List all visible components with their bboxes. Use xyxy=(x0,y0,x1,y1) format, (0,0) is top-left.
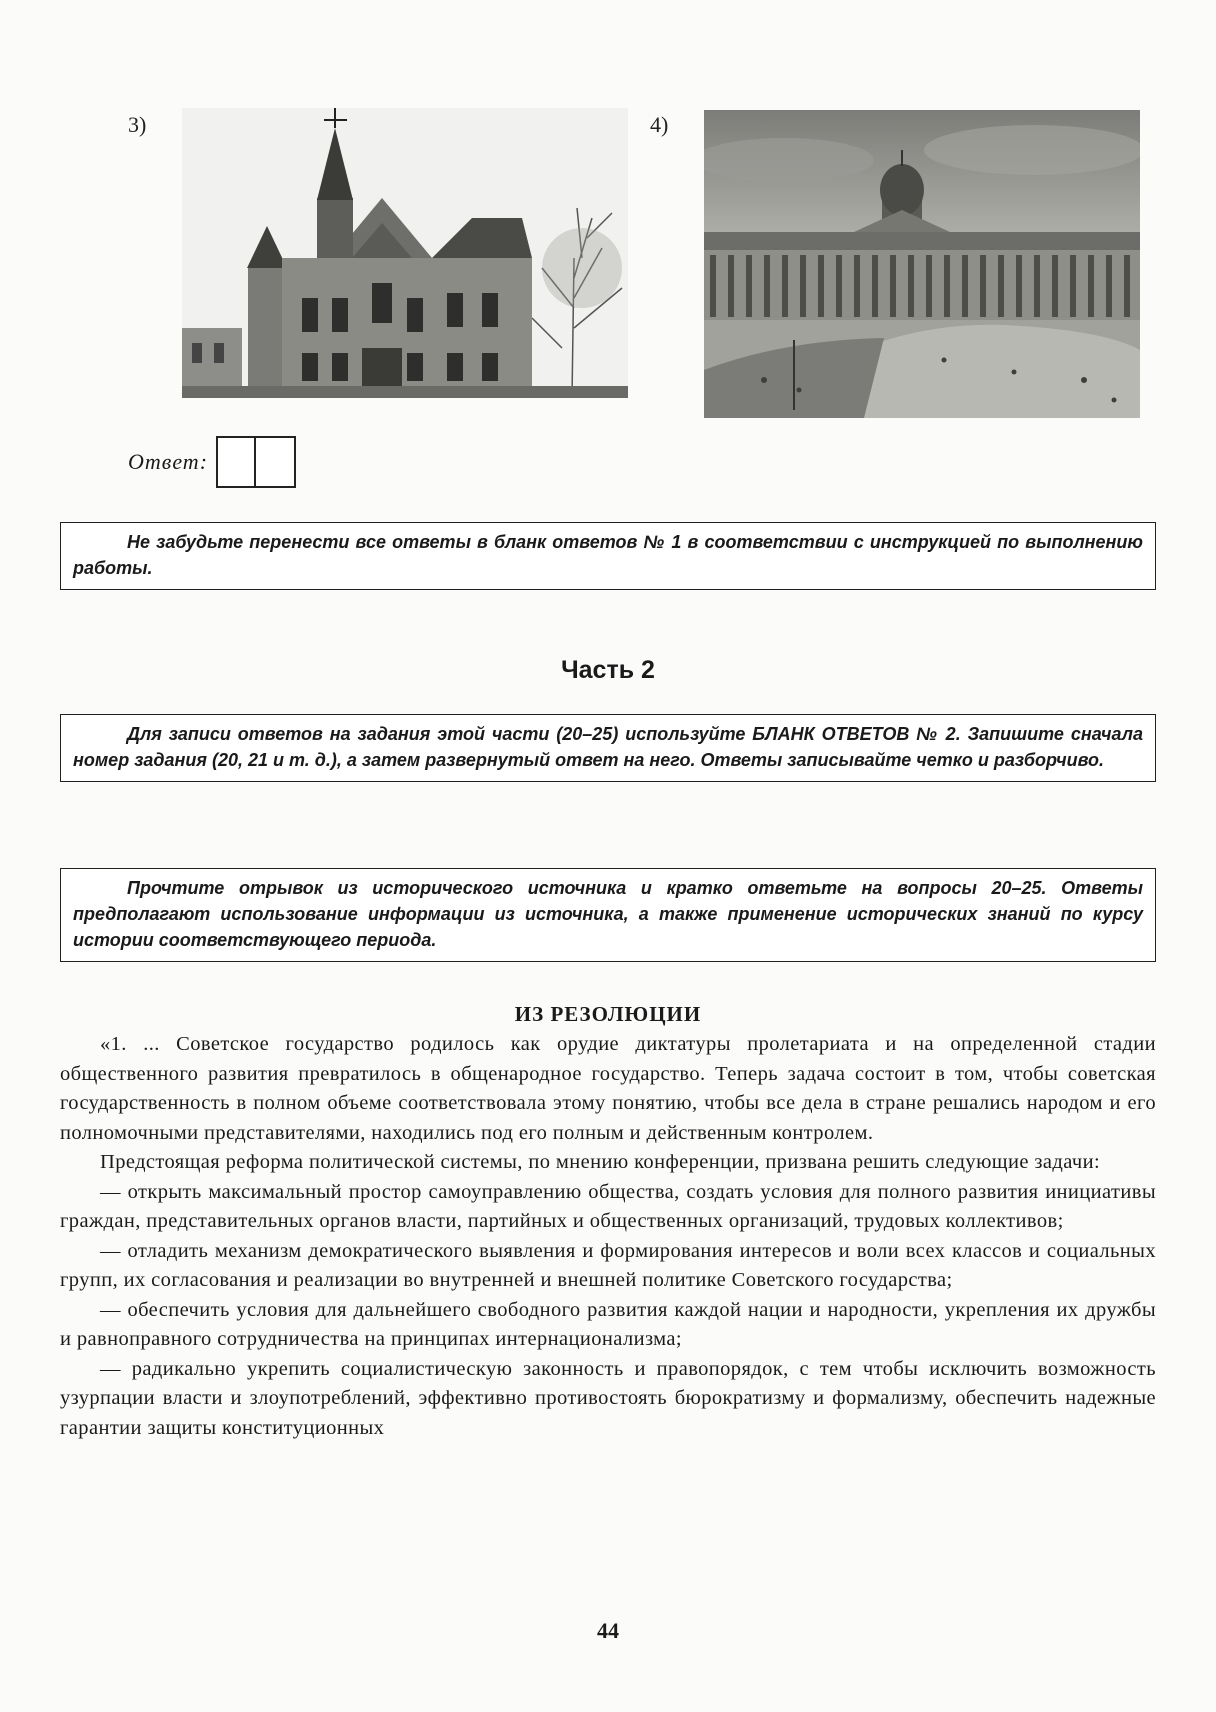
source-body xyxy=(60,1030,1156,1443)
source-paragraph: — открыть максимальный простор самоуправлению общества, создать условия для полного развития инициативы граждан, представительных органов власти, партийных и общественных организаций, трудовых коллективов; xyxy=(60,1180,1156,1232)
notice-part2-instructions xyxy=(60,714,1156,782)
source-title: ИЗ РЕЗОЛЮЦИИ xyxy=(514,1002,702,1026)
source-paragraph: «1. ... Советское государство родилось как орудие диктатуры пролетариата и на определенной стадии общественного развития превратилось в общенародное государство. Теперь задача состоит в том, чтобы советская государственность в полном объеме соответствовала этому понятию, чтобы все дела в стране решались народом и его полномочными представителями, находились под его полным и действенным контролем. xyxy=(60,1033,1156,1144)
notice-part2-text: Для записи ответов на задания этой части (20–25) используйте БЛАНК ОТВЕТОВ № 2. Запишите сначала номер задания (20, 21 и т. д.), а затем развернутый ответ на него. Ответы записывайте четко и разборчиво. xyxy=(73,724,1143,770)
part-title: Часть 2 xyxy=(561,656,655,684)
notice-source-text: Прочтите отрывок из исторического источника и кратко ответьте на вопросы 20–25. Ответы предполагают использование информации из источника, а также применение исторических знаний по курсу истории соответствующего периода. xyxy=(73,878,1143,950)
notice-transfer-text: Не забудьте перенести все ответы в бланк ответов № 1 в соответствии с инструкцией по выполнению работы. xyxy=(73,532,1143,578)
source-paragraph: — обеспечить условия для дальнейшего свободного развития каждой нации и народности, укрепления их дружбы и равноправного сотрудничества на принципах интернационализма; xyxy=(60,1298,1156,1350)
source-paragraph: — отладить механизм демократического выявления и формирования интересов и воли всех классов и социальных групп, их согласования и реализации во внутренней и внешней политике Советского государства; xyxy=(60,1239,1156,1291)
source-paragraph: — радикально укрепить социалистическую законность и правопорядок, с тем чтобы исключить возможность узурпации власти и злоупотреблений, эффективно противостоять бюрократизму и формализму, обеспечить надежные гарантии защиты конституционных xyxy=(60,1357,1156,1439)
answer-cell-2[interactable] xyxy=(256,436,296,488)
notice-read-source xyxy=(60,868,1156,962)
image-label-4: 4) xyxy=(650,112,669,137)
photo-cathedral-colonnade xyxy=(704,110,1140,418)
source-paragraph: Предстоящая реформа политической системы, по мнению конференции, призвана решить следующие задачи: xyxy=(100,1151,1101,1173)
answer-label: Ответ: xyxy=(128,449,209,474)
answer-row xyxy=(128,436,296,488)
page-number: 44 xyxy=(597,1618,619,1643)
notice-transfer-answers xyxy=(60,522,1156,590)
answer-cell-1[interactable] xyxy=(216,436,256,488)
photo-building-with-spire xyxy=(182,108,628,398)
image-label-3: 3) xyxy=(128,112,147,137)
